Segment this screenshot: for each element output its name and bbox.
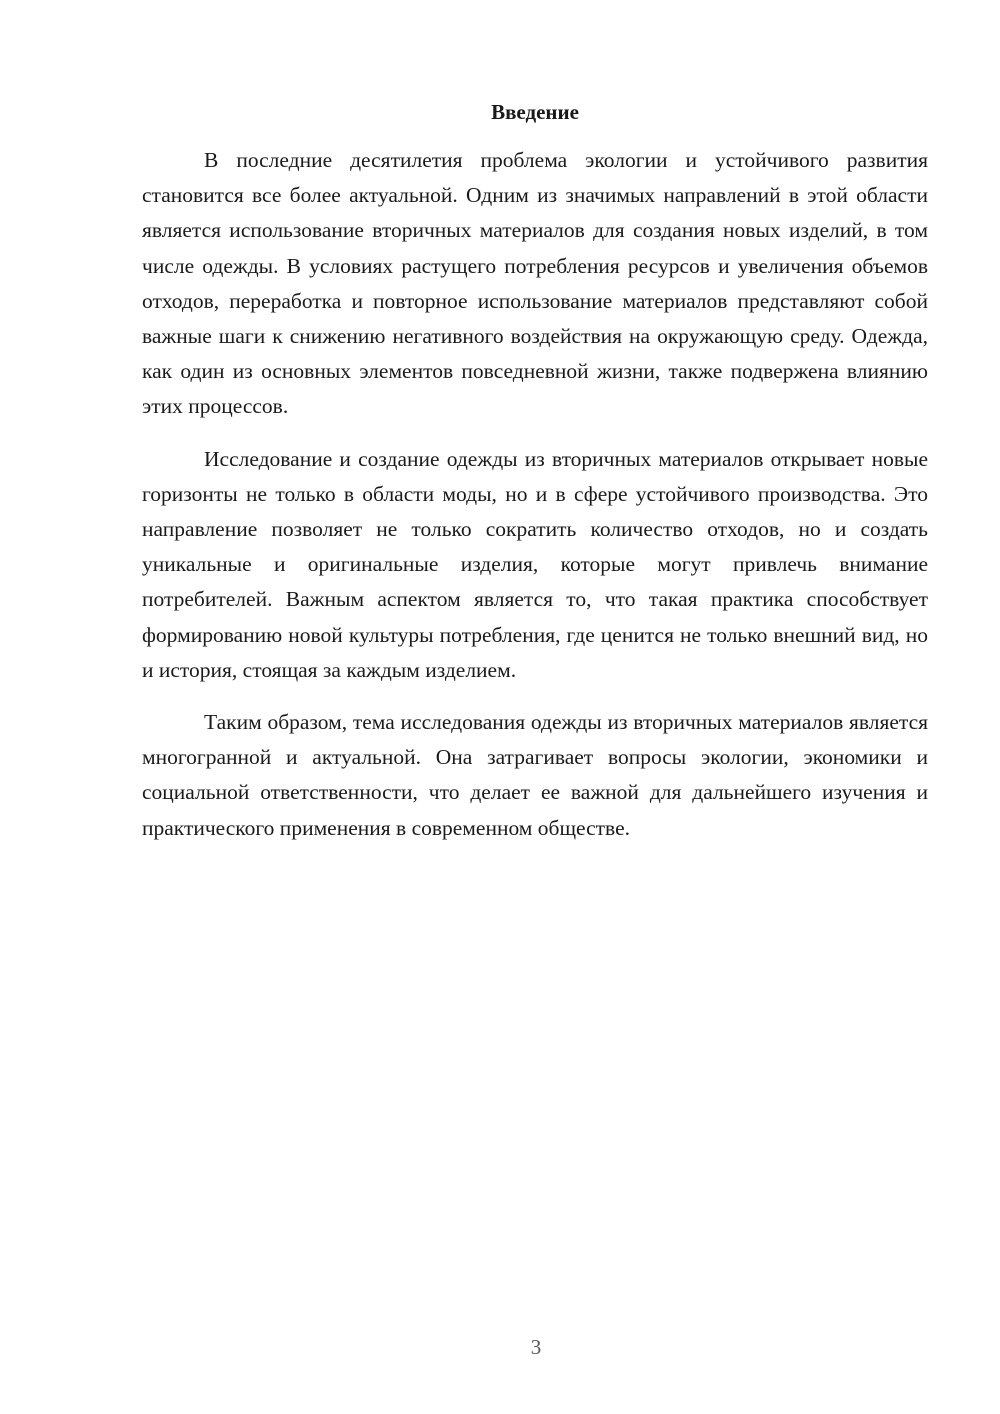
document-body bbox=[142, 143, 928, 863]
page-number: 3 bbox=[530, 1335, 542, 1359]
section-title: Введение bbox=[491, 100, 579, 124]
paragraph-1: В последние десятилетия проблема экологии и устойчивого развития становится все более актуальной. Одним из значимых направлений в этой области является использование вторичных материалов для создания новых изделий, в том числе одежды. В условиях растущего потребления ресурсов и увеличения объемов отходов, переработка и повторное использование материалов представляют собой важные шаги к снижению негативного воздействия на окружающую среду. Одежда, как один из основных элементов повседневной жизни, также подвержена влиянию этих процессов. bbox=[142, 148, 928, 419]
paragraph-2: Исследование и создание одежды из вторичных материалов открывает новые горизонты не только в области моды, но и в сфере устойчивого производства. Это направление позволяет не только сократить количество отходов, но и создать уникальные и оригинальные изделия, которые могут привлечь внимание потребителей. Важным аспектом является то, что такая практика способствует формированию новой культуры потребления, где ценится не только внешний вид, но и история, стоящая за каждым изделием. bbox=[142, 446, 928, 682]
paragraph-3: Таким образом, тема исследования одежды из вторичных материалов является многогранной и актуальной. Она затрагивает вопросы экологии, экономики и социальной ответственности, что делает ее важной для дальнейшего изучения и практического применения в современном обществе. bbox=[142, 710, 928, 840]
